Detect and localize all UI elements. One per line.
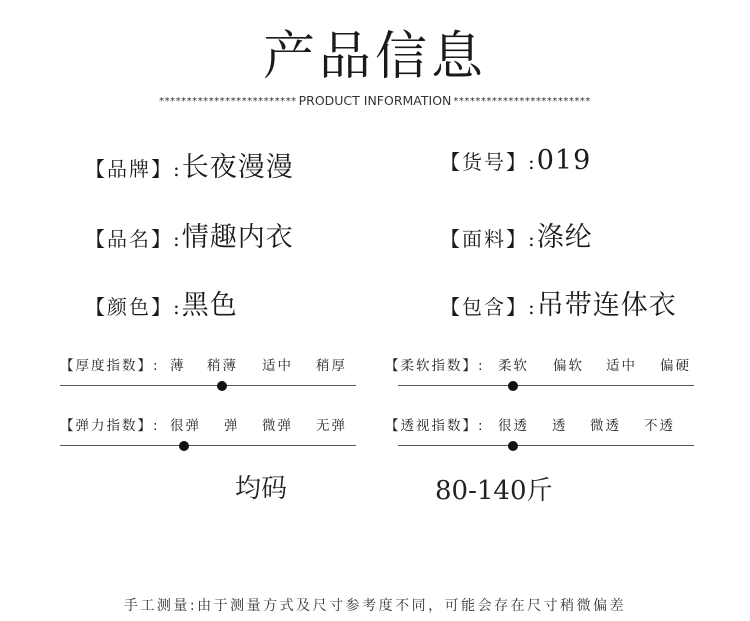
transparency-option: 很透 [498, 418, 529, 434]
info-label: 【品牌】: [85, 157, 182, 181]
info-color [85, 283, 238, 322]
size-fit: 均码 [235, 474, 288, 504]
elasticity-option: 无弹 [316, 418, 347, 434]
transparency-option: 不透 [644, 418, 675, 434]
elasticity-scale-label: 【弹力指数】: [60, 418, 160, 434]
info-value: 吊带连体衣 [536, 290, 677, 321]
thickness-scale-line [60, 385, 356, 386]
subtitle-row [0, 93, 750, 109]
softness-indicator-dot [508, 381, 518, 391]
softness-scale-label: 【柔软指数】: [385, 358, 485, 374]
transparency-option: 透 [552, 418, 568, 434]
info-value: 长夜漫漫 [181, 152, 294, 183]
decorative-stars-left: ************************* [159, 96, 297, 107]
thickness-option: 薄 [170, 358, 186, 374]
info-value: 黑色 [181, 290, 238, 321]
thickness-option: 稍厚 [316, 358, 347, 374]
softness-scale-line [398, 385, 694, 386]
info-value: 019 [536, 145, 592, 176]
softness-option: 柔软 [498, 358, 529, 374]
elasticity-option: 弹 [224, 418, 240, 434]
info-label: 【颜色】: [85, 295, 182, 319]
elasticity-scale-line [60, 445, 356, 446]
softness-option: 适中 [606, 358, 637, 374]
info-label: 【品名】: [85, 227, 182, 251]
info-label: 【货号】: [440, 150, 537, 174]
elasticity-option: 很弹 [170, 418, 201, 434]
subtitle: PRODUCT INFORMATION [298, 93, 452, 108]
info-value: 情趣内衣 [181, 222, 294, 253]
info-label: 【包含】: [440, 295, 537, 319]
size-weight-range: 80-140斤 [435, 476, 553, 506]
softness-option: 偏硬 [660, 358, 691, 374]
info-value: 涤纶 [536, 222, 593, 253]
thickness-option: 适中 [262, 358, 293, 374]
elasticity-indicator-dot [179, 441, 189, 451]
info-label: 【面料】: [440, 227, 537, 251]
thickness-scale-label: 【厚度指数】: [60, 358, 160, 374]
info-brand [85, 145, 294, 184]
measurement-note: 手工测量:由于测量方式及尺寸参考度不同，可能会存在尺寸稍微偏差 [123, 598, 627, 614]
info-includes [440, 283, 677, 322]
transparency-indicator-dot [508, 441, 518, 451]
elasticity-option: 微弹 [262, 418, 293, 434]
info-fabric [440, 215, 593, 254]
thickness-option: 稍薄 [207, 358, 238, 374]
softness-option: 偏软 [553, 358, 584, 374]
decorative-stars-right: ************************* [453, 96, 591, 107]
page-title: 产品信息 [262, 27, 487, 87]
thickness-indicator-dot [217, 381, 227, 391]
info-item-number [440, 145, 591, 176]
info-product-name [85, 215, 294, 254]
transparency-scale-label: 【透视指数】: [385, 418, 485, 434]
transparency-option: 微透 [590, 418, 621, 434]
transparency-scale-line [398, 445, 694, 446]
